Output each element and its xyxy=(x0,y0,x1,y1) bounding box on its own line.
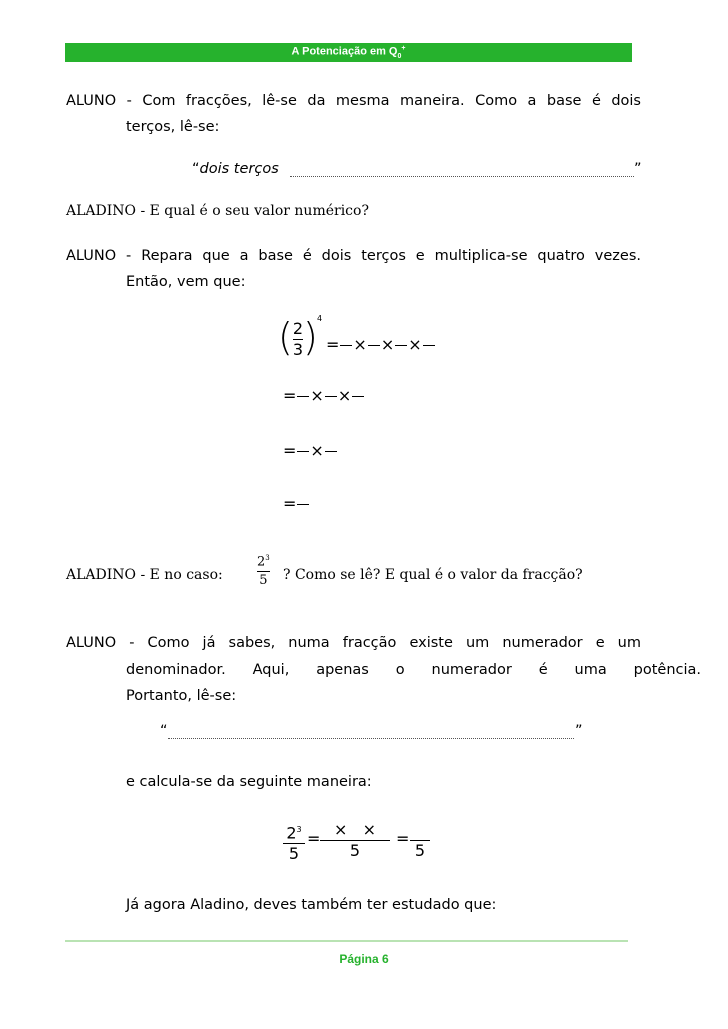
para3-line2: denominador. Aqui, apenas o numerador é uma potência. xyxy=(126,662,701,678)
header-title-sup: + xyxy=(401,45,406,52)
last-line: Já agora Aladino, deves também ter estudado que: xyxy=(126,897,497,913)
equals-sign: = xyxy=(283,386,297,405)
denominator: 5 xyxy=(259,573,268,589)
quote1 xyxy=(192,161,279,177)
math1-row2 xyxy=(283,386,365,405)
page-number: Página 6 xyxy=(339,952,389,966)
header-bar xyxy=(65,43,632,62)
header-title-sub: 0 xyxy=(397,52,402,60)
para1-line2: terços, lê-se: xyxy=(126,119,220,135)
fraction-denominator: 3 xyxy=(292,339,304,359)
header-title-text: A Potenciação em Q xyxy=(291,45,398,58)
math2-frac1 xyxy=(283,820,305,864)
denominator: 5 xyxy=(414,841,426,860)
aladino2-suffix: ? Como se lê? E qual é o valor da fracção? xyxy=(283,567,583,583)
para2-line1: ALUNO - Repara que a base é dois terços e multiplica-se quatro vezes. xyxy=(66,248,641,264)
times-sign: × xyxy=(362,820,377,839)
aladino1-text: ALADINO - E qual é o seu valor numérico? xyxy=(66,203,369,219)
times-sign: × xyxy=(408,335,422,354)
times-sign: × xyxy=(310,386,324,405)
para2-line2: Então, vem que: xyxy=(126,274,246,290)
math2-eq2: = xyxy=(396,829,410,848)
times-sign: × xyxy=(353,335,367,354)
numerator-exponent: 3 xyxy=(296,825,302,834)
times-sign: × xyxy=(333,820,348,839)
math1-row3 xyxy=(283,441,338,460)
numerator-exponent: 3 xyxy=(265,554,270,562)
power-expression-1: ( $\frac{2}{3}$ ) xyxy=(278,315,318,359)
calc-text: e calcula-se da seguinte maneira: xyxy=(126,774,372,790)
denominator: 5 xyxy=(288,844,300,864)
quote2-open: “ xyxy=(160,723,168,739)
equals-sign: = xyxy=(283,494,297,513)
numerator-base: 2 xyxy=(257,554,266,570)
para3-line3: Portanto, lê-se: xyxy=(126,688,237,704)
math1-row4 xyxy=(283,494,310,513)
para3-line1: ALUNO - Como já sabes, numa fracção existe um numerador e um xyxy=(66,635,641,651)
math2-frac3 xyxy=(410,820,430,861)
exponent-4: 4 xyxy=(317,314,323,323)
quote1-dots xyxy=(290,176,634,177)
math1-row1 xyxy=(326,335,436,354)
math2-frac2 xyxy=(320,820,390,861)
aladino2-prefix: ALADINO - E no caso: xyxy=(66,567,223,583)
quote2-close: ” xyxy=(575,723,583,739)
fraction-numerator: 2 xyxy=(292,318,304,338)
quote1-text: dois terços xyxy=(199,161,279,177)
para1-line1: ALUNO - Com fracções, lê-se da mesma maneira. Como a base é dois xyxy=(66,93,641,109)
times-sign: × xyxy=(380,335,395,354)
equals-sign: = xyxy=(326,335,340,354)
equals-sign: = xyxy=(283,441,297,460)
header-title xyxy=(65,45,632,60)
times-sign: × xyxy=(310,441,324,460)
quote1-close: ” xyxy=(634,161,642,177)
fraction-2pow3-over-5 xyxy=(257,549,270,590)
numerator-base: 2 xyxy=(286,823,297,843)
fraction-2-3 xyxy=(293,319,303,360)
times-sign: × xyxy=(337,386,352,405)
math2-eq1: = xyxy=(307,829,321,848)
quote2-dots xyxy=(168,738,574,739)
quote1-open: “ xyxy=(192,161,200,177)
denominator: 5 xyxy=(349,841,361,860)
footer-divider xyxy=(65,940,628,942)
